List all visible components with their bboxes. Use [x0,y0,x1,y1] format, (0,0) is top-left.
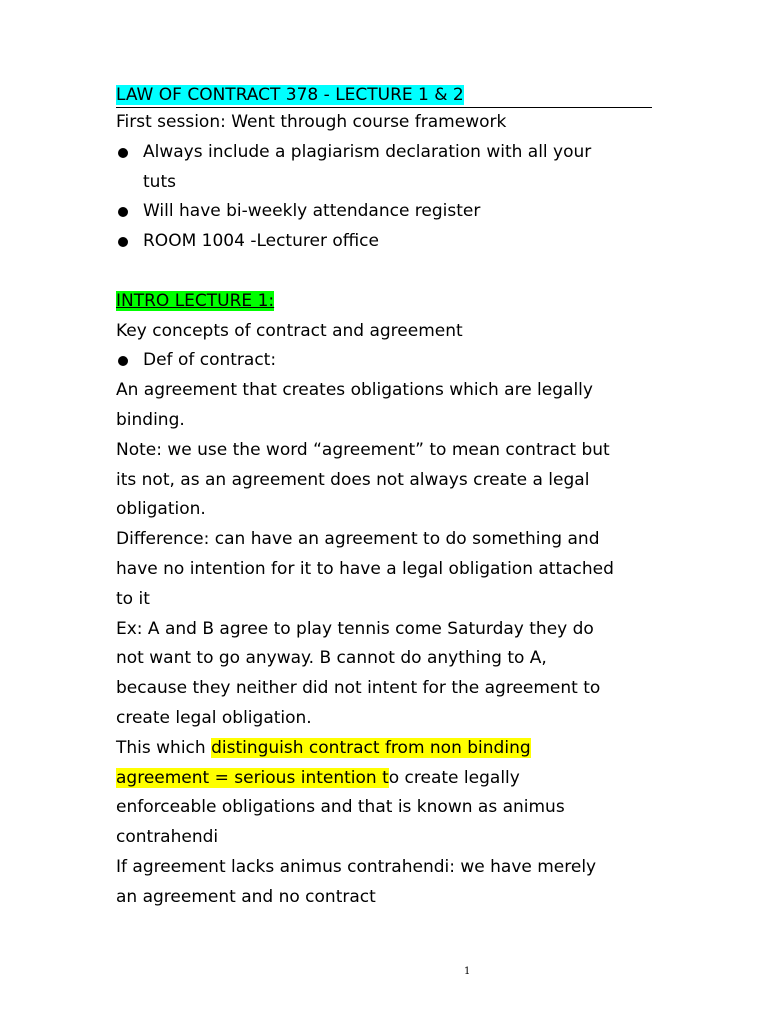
paragraph-line: its not, as an agreement does not always create a legal [116,469,590,490]
list-item-text: tuts [143,171,176,192]
paragraph-line: Ex: A and B agree to play tennis come Saturday they do [116,618,594,639]
paragraph-line: If agreement lacks animus contrahendi: we have merely [116,856,597,877]
paragraph-line: have no intention for it to have a legal obligation attached [116,558,614,579]
bullet-icon [118,237,128,247]
spacer [116,257,656,287]
list-item-continuation [116,168,656,198]
list-item-text: ROOM 1004 -Lecturer office [143,231,379,252]
list-item [116,138,656,168]
paragraph-line: binding. [116,409,185,430]
distinguish-line-2 [116,764,656,794]
paragraph-line: obligation. [116,499,206,520]
key-concepts-text: Key concepts of contract and agreement [116,320,463,341]
bullet-icon [118,356,128,366]
document-body [116,83,656,913]
paragraph-line: enforceable obligations and that is known as animus [116,797,565,818]
intro-heading: INTRO LECTURE 1: [116,290,275,311]
page-number: 1 [464,966,471,977]
paragraph-line: to it [116,588,150,609]
title-row [116,83,652,108]
paragraph-line: because they neither did not intent for the agreement to [116,678,601,699]
bullet-icon [118,207,128,217]
distinguish-suffix: o create legally [388,767,520,788]
distinguish-highlight-2: agreement = serious intention t [116,767,389,788]
distinguish-prefix: This which [116,737,212,758]
paragraph-line: an agreement and no contract [116,886,376,907]
paragraph-line: contrahendi [116,827,219,848]
list-item [116,197,656,227]
first-session-text: First session: Went through course framework [116,112,507,132]
paragraph-line: An agreement that creates obligations which are legally [116,380,593,401]
list-item [116,346,656,376]
paragraph-line: Note: we use the word “agreement” to mean contract but [116,439,610,460]
paragraph-line: create legal obligation. [116,707,312,728]
list-item-text: Will have bi-weekly attendance register [143,201,481,222]
list-item-text: Def of contract: [143,350,277,371]
paragraph-line: not want to go anyway. B cannot do anything to A, [116,648,547,669]
paragraph-line: Difference: can have an agreement to do something and [116,529,600,550]
distinguish-line-1 [116,734,656,764]
intro-heading-line [116,287,656,317]
list-item-text: Always include a plagiarism declaration with all your [143,141,592,162]
bullet-icon [118,148,128,158]
document-title: LAW OF CONTRACT 378 - LECTURE 1 & 2 [116,85,464,105]
distinguish-highlight-1: distinguish contract from non binding [211,737,531,758]
list-item [116,227,656,257]
